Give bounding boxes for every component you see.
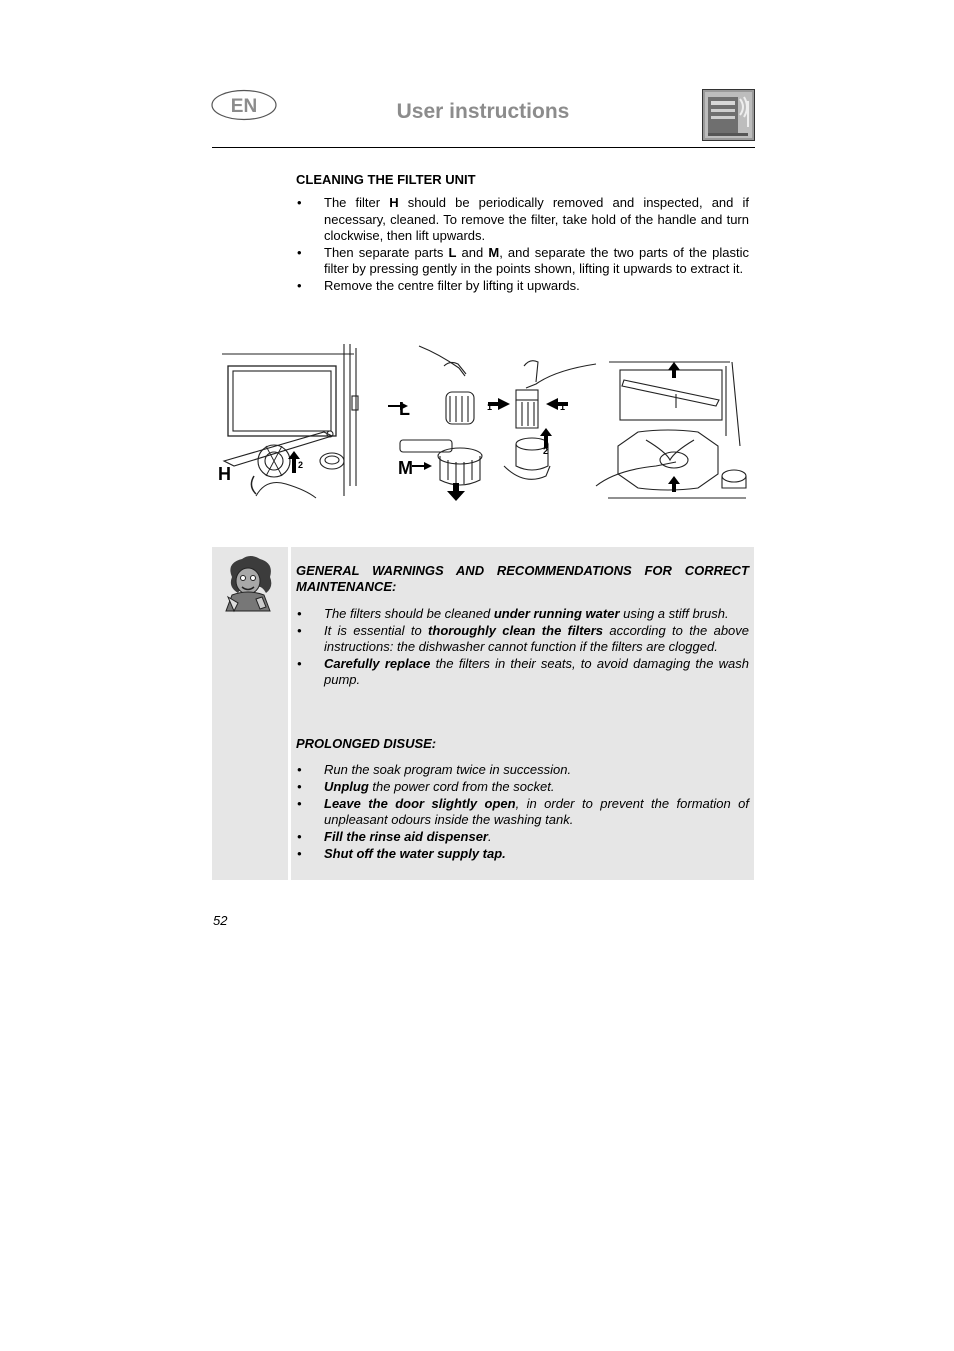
emphasis: under running water — [493, 606, 620, 621]
text: the power cord from the socket. — [368, 779, 555, 794]
text: Remove the centre filter by lifting it upwards. — [324, 277, 580, 293]
bullet: • — [297, 277, 302, 293]
disuse-list — [296, 762, 749, 863]
list-item — [296, 779, 749, 795]
bullet: • — [297, 623, 302, 638]
text: should be periodically removed and inspected, and if necessary, cleaned. To remove the filter, take hold of the handle and turn clockwise, then lift upwards. — [324, 195, 749, 243]
part-label: M — [488, 244, 500, 260]
mascot-icon — [222, 555, 274, 613]
dishwasher-thumbnail-icon — [702, 89, 755, 141]
emphasis: Fill the rinse aid dispenser — [324, 829, 488, 844]
text: , in order to prevent the formation of unpleasant odours inside the washing tank. — [324, 796, 750, 827]
bullet: • — [297, 195, 302, 210]
section-heading: CLEANING THE FILTER UNIT — [296, 172, 476, 187]
list-item — [296, 656, 749, 688]
warning-box-divider — [288, 547, 291, 880]
disuse-heading: PROLONGED DISUSE: — [296, 736, 437, 751]
filter-removal-illustration — [214, 336, 754, 506]
page-number: 52 — [213, 913, 228, 928]
text: the filters in their seats, to avoid damaging the wash pump. — [324, 656, 750, 687]
text: according to the above instructions: the dishwasher cannot function if the filters are clogged. — [324, 623, 750, 654]
list-item — [296, 195, 749, 245]
emphasis: Shut off the water supply tap. — [324, 846, 506, 861]
emphasis: Leave the door slightly open — [324, 796, 516, 811]
text: The filters should be cleaned — [324, 606, 494, 621]
list-item — [296, 796, 749, 828]
text: . — [488, 829, 492, 844]
text: using a stiff brush. — [619, 606, 729, 621]
bullet: • — [297, 244, 302, 260]
warning-heading: GENERAL WARNINGS AND RECOMMENDATIONS FOR CORRECT MAINTENANCE: — [296, 563, 749, 594]
step-number: 1 — [560, 402, 566, 412]
text: The filter — [324, 195, 390, 210]
emphasis: Carefully replace — [324, 656, 431, 671]
list-item — [296, 829, 749, 845]
header-divider — [212, 147, 755, 148]
illustration-svg — [214, 336, 754, 506]
language-code: EN — [230, 96, 258, 117]
part-label: L — [448, 244, 457, 260]
part-label-m: M — [398, 458, 413, 478]
warning-list — [296, 606, 749, 689]
text: It is essential to — [324, 623, 429, 638]
step-number: 1 — [487, 402, 493, 412]
part-label: H — [389, 195, 399, 210]
bullet: • — [297, 779, 302, 794]
bullet: • — [297, 846, 302, 861]
step-number: 2 — [298, 460, 304, 470]
text: , and separate the two parts of the plastic filter by pressing gently in the points shown, lifting it upwards to extract it. — [324, 244, 749, 276]
language-badge — [211, 89, 277, 121]
bullet: • — [297, 762, 302, 777]
part-label-h: H — [218, 464, 231, 484]
text: Run the soak program twice in succession. — [324, 762, 572, 777]
bullet: • — [297, 796, 302, 811]
emphasis: Unplug — [324, 779, 369, 794]
list-item — [296, 846, 749, 862]
text: and — [456, 244, 489, 260]
list-item — [296, 278, 749, 295]
text: Then separate parts — [324, 244, 449, 260]
bullet: • — [297, 606, 302, 621]
page-title: User instructions — [396, 100, 570, 123]
list-item — [296, 245, 749, 278]
bullet: • — [297, 656, 302, 671]
part-label-l: L — [399, 399, 410, 419]
up-arrow-icon — [540, 428, 552, 448]
down-arrow-icon — [447, 483, 465, 501]
bullet: • — [297, 829, 302, 844]
filter-steps-list — [296, 195, 749, 294]
emphasis: thoroughly clean the filters — [428, 623, 604, 638]
list-item — [296, 606, 749, 622]
list-item — [296, 762, 749, 778]
step-number: 2 — [543, 446, 549, 456]
list-item — [296, 623, 749, 655]
